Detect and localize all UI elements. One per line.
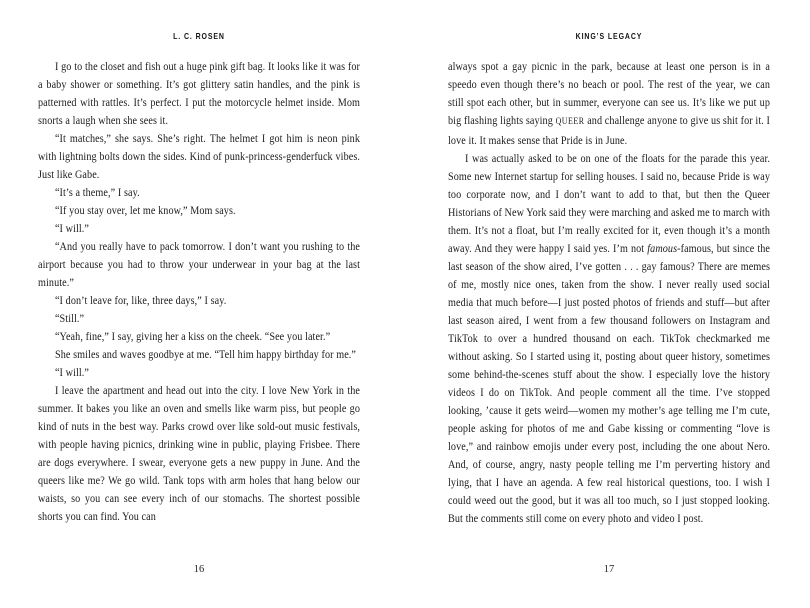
- paragraph: “It matches,” she says. She’s right. The helmet I got him is neon pink with lightning bolts down the sides. Kind of punk-princess-genderfuck vibes. Just like Gabe.: [38, 131, 361, 181]
- page-number-right: 17: [603, 564, 615, 575]
- smallcaps-text: QUEER: [555, 117, 585, 127]
- left-page-body-text: [38, 57, 360, 563]
- running-head-title: KING’S LEGACY: [575, 31, 643, 41]
- italic-text: famous: [647, 241, 678, 255]
- left-page: [38, 0, 360, 608]
- right-page: [448, 0, 770, 608]
- paragraph: I go to the closet and fish out a huge pink gift bag. It looks like it was for a baby shower or something. It’s got glittery satin handles, and the pink is patterned with rattles. It’s perfect. I put the motorcycle helmet inside. Mom snorts a laugh when she sees it.: [38, 59, 361, 127]
- paragraph: I was actually asked to be on one of the floats for the parade this year. Some new Internet startup for selling houses. I said no, because Pride is way too corporate now, and I don’t want to add to that, but then the Queer Historians of New York said they were marching and asked me to march with them. It’s not a float, but I’m really excited for it, even though it’s a month away. And they were happy I said yes. I’m not famous-famous, but since the last season of the show aired, I’ve gotten . . . gay famous? There are memes of me, mostly nice ones, taken from the show. I never really used social media that much before—I just posted photos of friends and stuff—but after last season aired, I went from a few thousand followers on Instagram and TikTok to over a hundred thousand on each. TikTok checkmarked me without asking. So I started using it, posting about queer history, sometimes some behind-the-scenes stuff about the show. I especially love the history videos I do on TikTok. And people comment all the time. I’ve stopped looking, ’cause it gets weird—women my mother’s age telling me I’m cute, people asking for photos of me and Gabe kissing or commenting “love is love,” and rainbow emojis under every post, including the one about Nero. And, of course, angry, nasty people telling me I’m perverting history and lying, that I have an agenda. A few real historical questions, too. I wish I could weed out the good, but it was all too much, so I just stopped looking. But the comments still come on every photo and video I post.: [448, 151, 771, 525]
- right-page-body-text: [448, 57, 770, 563]
- paragraph: “I don’t leave for, like, three days,” I say.: [54, 293, 227, 307]
- paragraph: “It’s a theme,” I say.: [54, 185, 140, 199]
- paragraph: always spot a gay picnic in the park, because at least one person is in a speedo even though there’s no beach or pool. The rest of the year, we can still spot each other, but in summer, everyone can see us. It’s like we put up big flashing lights saying QUEER and challenge anyone to give us shit for it. I love it. It makes sense that Pride is in June.: [448, 59, 771, 147]
- paragraph: I leave the apartment and head out into the city. I love New York in the summer. It bakes you like an oven and smells like warm piss, but people go kind of nuts in the best way. Parks crowd over like sold-out music festivals, with people having picnics, drinking wine in public, playing Frisbee. There are dogs everywhere. I swear, everyone gets a new puppy in June. And the queers like me? We go wild. Tank tops with arm holes that hang below our waists, so you can see every inch of our stomachs. The shortest possible shorts you can find. You can: [38, 383, 361, 523]
- paragraph: “Yeah, fine,” I say, giving her a kiss on the cheek. “See you later.”: [54, 329, 331, 343]
- paragraph: “Still.”: [54, 311, 85, 325]
- paragraph: “If you stay over, let me know,” Mom says.: [54, 203, 236, 217]
- paragraph: “I will.”: [54, 221, 90, 235]
- running-head-author: L. C. ROSEN: [173, 31, 225, 41]
- paragraph: “I will.”: [54, 365, 90, 379]
- paragraph: She smiles and waves goodbye at me. “Tell him happy birthday for me.”: [54, 347, 357, 361]
- paragraph: “And you really have to pack tomorrow. I don’t want you rushing to the airport because you had to throw your underwear in your bag at the last minute.”: [38, 239, 361, 289]
- page-number-left: 16: [193, 564, 205, 575]
